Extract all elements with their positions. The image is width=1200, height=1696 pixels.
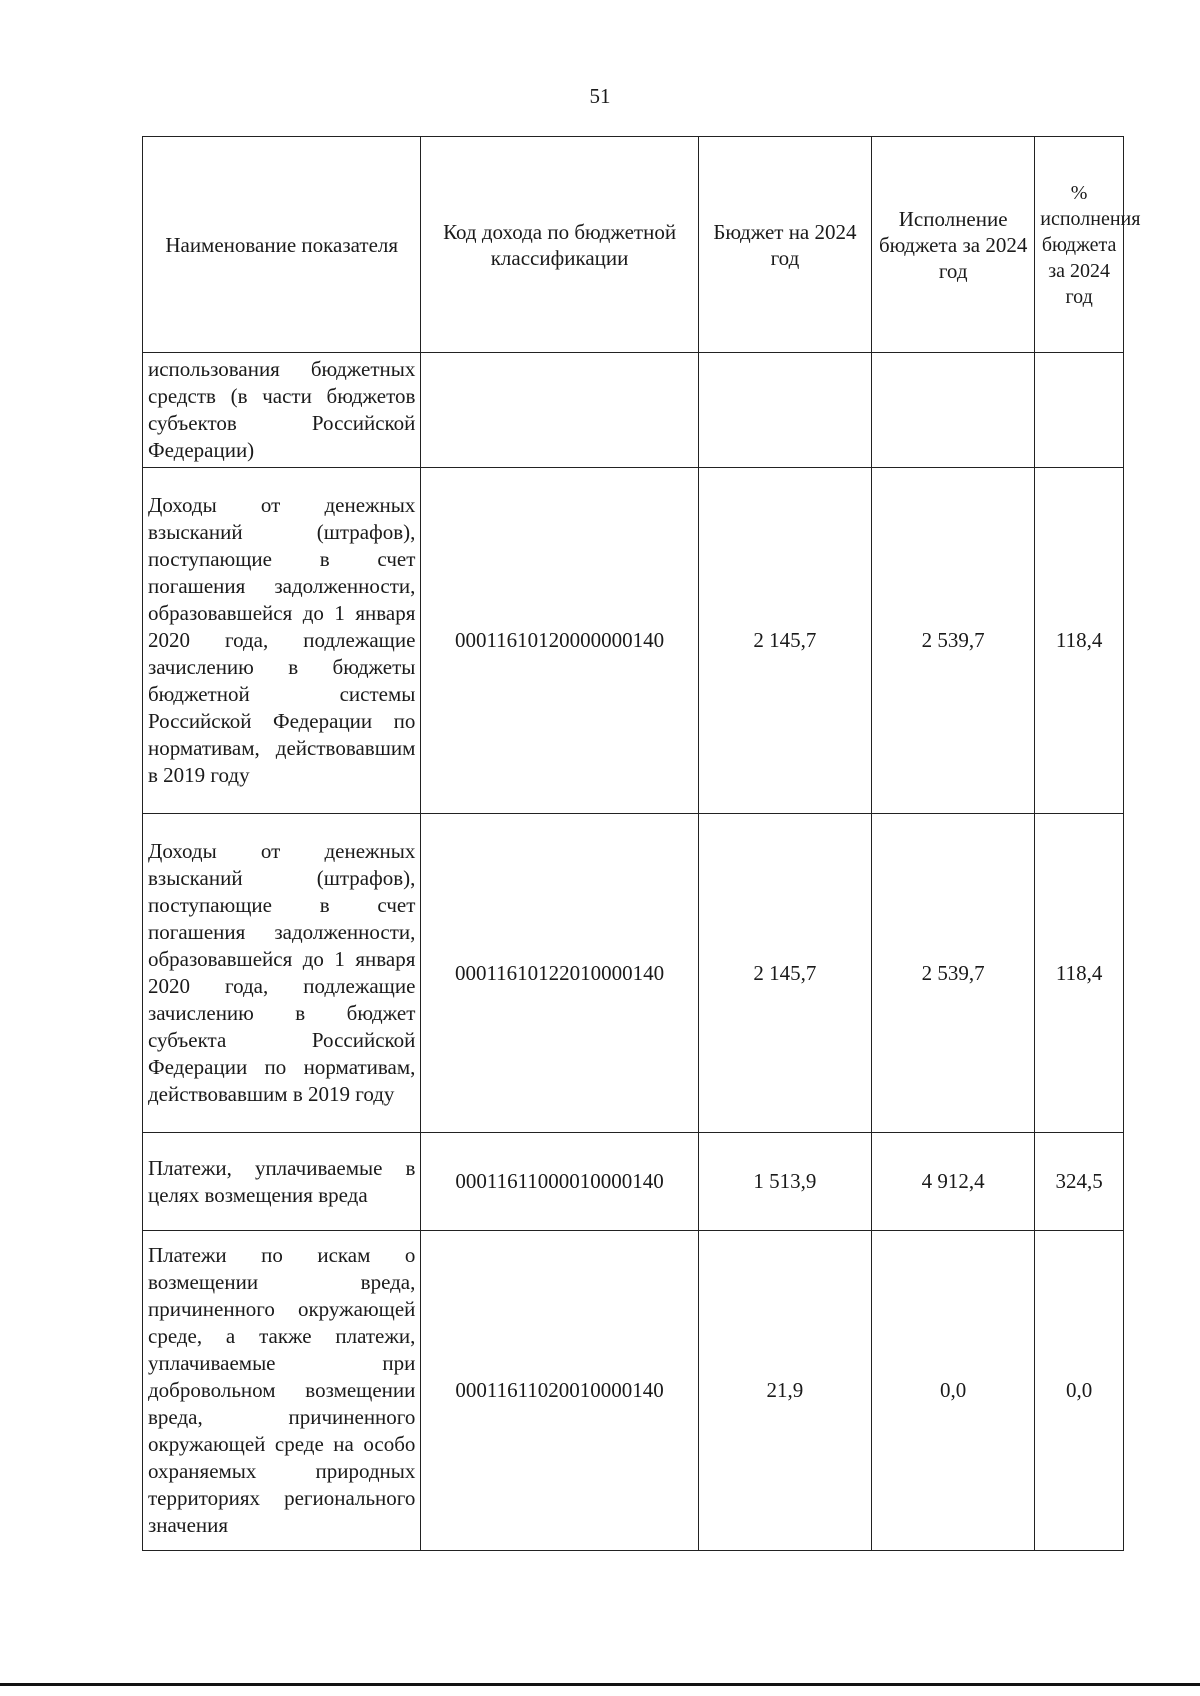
row-code: 00011611020010000140 bbox=[421, 1231, 698, 1551]
table-row bbox=[143, 353, 1124, 468]
row-name: Платежи по искам о возмещении вреда, причиненного окружающей среде, а также платежи, уплачиваемые при добровольном возмещении вреда, причиненного окружающей среде на особо охраняемых природных территориях регионального значения bbox=[143, 1231, 421, 1551]
row-percent: 0,0 bbox=[1035, 1231, 1124, 1551]
row-code: 00011611000010000140 bbox=[421, 1133, 698, 1231]
row-budget: 2 145,7 bbox=[698, 468, 871, 814]
row-execution: 0,0 bbox=[872, 1231, 1035, 1551]
row-name: Доходы от денежных взысканий (штрафов), поступающие в счет погашения задолженности, образовавшейся до 1 января 2020 года, подлежащие зачислению в бюджеты бюджетной системы Российской Федерации по нормативам, действовавшим в 2019 году bbox=[143, 468, 421, 814]
row-budget: 21,9 bbox=[698, 1231, 871, 1551]
row-code: 00011610120000000140 bbox=[421, 468, 698, 814]
header-percent: % исполнения бюджета за 2024 год bbox=[1035, 137, 1124, 353]
header-budget: Бюджет на 2024 год bbox=[698, 137, 871, 353]
header-execution: Исполнение бюджета за 2024 год bbox=[872, 137, 1035, 353]
header-name: Наименование показателя bbox=[143, 137, 421, 353]
row-budget: 2 145,7 bbox=[698, 814, 871, 1133]
row-budget bbox=[698, 353, 871, 468]
row-execution: 4 912,4 bbox=[872, 1133, 1035, 1231]
row-percent: 324,5 bbox=[1035, 1133, 1124, 1231]
row-execution: 2 539,7 bbox=[872, 814, 1035, 1133]
row-percent: 118,4 bbox=[1035, 468, 1124, 814]
bottom-rule bbox=[0, 1683, 1200, 1686]
row-code bbox=[421, 353, 698, 468]
table-row bbox=[143, 814, 1124, 1133]
row-name: Платежи, уплачиваемые в целях возмещения вреда bbox=[143, 1133, 421, 1231]
row-percent bbox=[1035, 353, 1124, 468]
table-row bbox=[143, 1231, 1124, 1551]
row-execution bbox=[872, 353, 1035, 468]
row-name: Доходы от денежных взысканий (штрафов), поступающие в счет погашения задолженности, образовавшейся до 1 января 2020 года, подлежащие зачислению в бюджет субъекта Российской Федерации по нормативам, действовавшим в 2019 году bbox=[143, 814, 421, 1133]
table-row bbox=[143, 468, 1124, 814]
row-code: 00011610122010000140 bbox=[421, 814, 698, 1133]
budget-table bbox=[142, 136, 1141, 1551]
row-name: использования бюджетных средств (в части бюджетов субъектов Российской Федерации) bbox=[143, 353, 421, 468]
table-header-row bbox=[143, 137, 1124, 353]
table-row bbox=[143, 1133, 1124, 1231]
row-execution: 2 539,7 bbox=[872, 468, 1035, 814]
header-code: Код дохода по бюджетной классификации bbox=[421, 137, 698, 353]
row-percent: 118,4 bbox=[1035, 814, 1124, 1133]
row-budget: 1 513,9 bbox=[698, 1133, 871, 1231]
page-number: 51 bbox=[589, 84, 611, 108]
